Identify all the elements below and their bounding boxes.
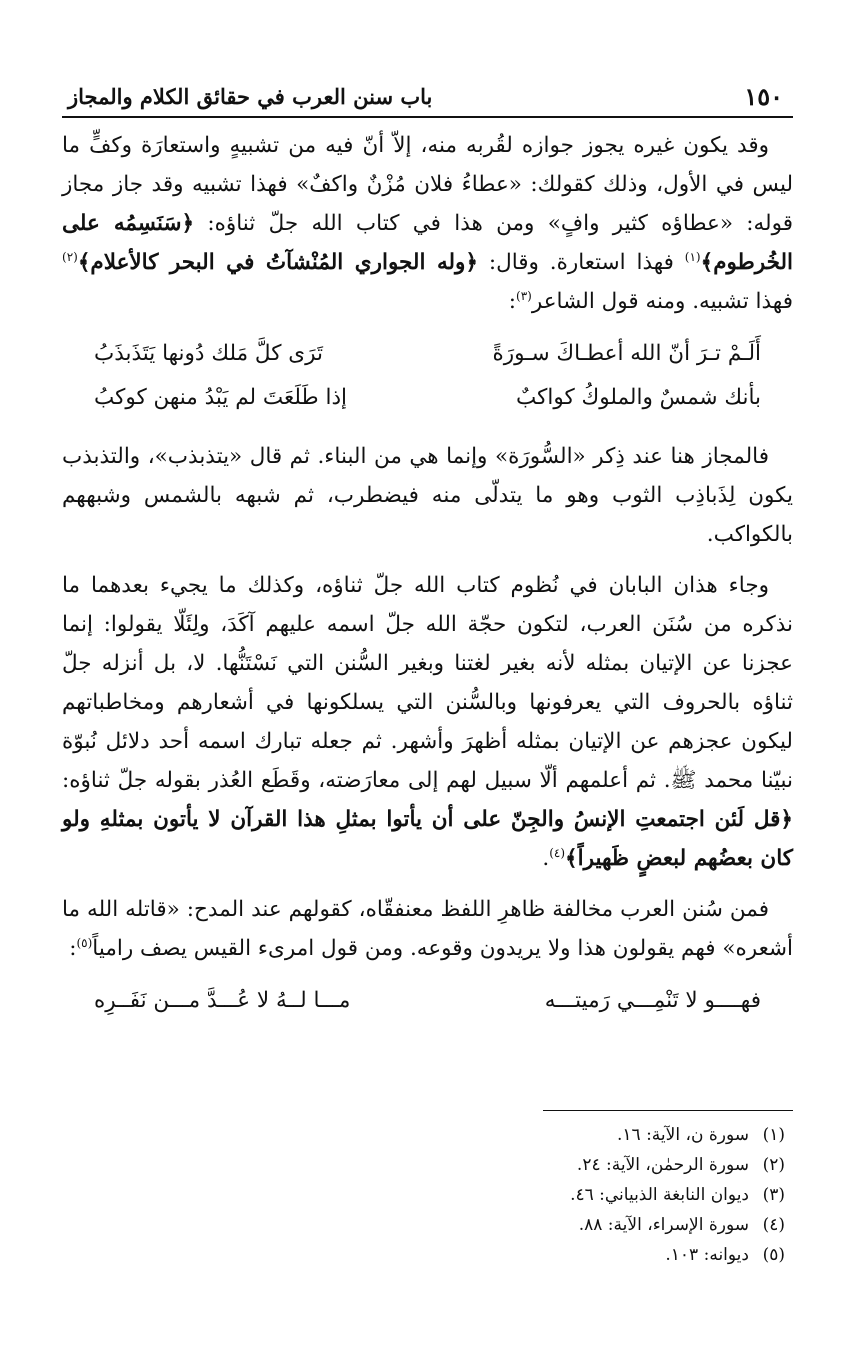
footnote-ref: (٢) [62,249,78,264]
quran-quote: ﴿قل لَئن اجتمعتِ الإنسُ والجِنّ على أن يأتوا بمثلِ هذا القرآن لا يأتون بمثلهِ ولو كان بعضُهم لبعضٍ ظَهيراً﴾ [62,807,793,871]
footnote-text: سورة ن، الآية: ١٦. [617,1125,749,1145]
footnote-ref: (٤) [549,845,566,860]
footnote-ref: (٥) [76,935,93,950]
footnote-text: ديوان النابغة الذبياني: ٤٦. [570,1185,749,1205]
footnote-number: (٥) [762,1245,785,1265]
poem-verses [62,980,793,1022]
quran-quote: ﴿سَنَسِمُه على الخُرطوم﴾ [62,211,794,275]
verse-hemistich: أَلَـمْ تـرَ أنّ الله أعطـاكَ سـورَةً [492,341,761,366]
verse-hemistich: تَرَى كلَّ مَلك دُونها يَتَذَبذَبُ [94,341,323,366]
paragraph-1 [62,126,793,321]
verse-hemistich: فهــــو لا تَنْمِـــي رَميتـــه [544,988,761,1013]
paragraph-text: وجاء هذان البابان في نُظوم كتاب الله جلّ ثناؤه، وكذلك ما يجيء بعدهما ما نذكره من سُنَن العرب، لتكون حجّة الله جلّ اسمه عليهم آكَدَ، ولِئَلّا يقولوا: إنما عجزنا عن الإتيان بمثله لأنه بغير لغتنا وبغير السُّنن التي نَسْتَنُّها. لا، بل أنزله جلّ ثناؤه بالحروف التي يعرفونها وبالسُّنن التي يسلكونها في أشعارهم ومخاطباتهم ليكون عجزهم عن الإتيان بمثله أظهرَ وأشهر. ثم جعله تبارك اسمه أحد دلائل نُبوّة نبيّنا محمد ﷺ. ثم أعلمهم ألّا سبيل لهم إلى معارَضته، وقَطَع العُذر بقوله جلّ ثناؤه: [62,573,793,793]
footnote-ref: (١) [684,249,701,264]
footnote [62,1120,785,1150]
paragraph-text: فهذا استعارة. وقال: [478,250,685,275]
body-text [62,126,793,1040]
verse-line [62,333,793,375]
quran-quote: ﴿وله الجواري المُنْشآتُ في البحر كالأعلام﴾ [77,250,479,275]
paragraph-text: : [69,936,77,961]
footnote-text: سورة الرحمٰن، الآية: ٢٤. [576,1155,749,1175]
footnote [62,1180,785,1210]
footnote-number: (١) [762,1125,785,1145]
verse-hemistich: مـــا لــهُ لا عُـــدَّ مـــن نَفَــرِه [94,988,351,1013]
paragraph-text: فهذا تشبيه. ومنه قول الشاعر [531,289,793,314]
footnote-number: (٢) [762,1155,785,1175]
page-number: ١٥٠ [744,82,783,111]
footnote [62,1210,785,1240]
paragraph-text: وقد يكون غيره يجوز جوازه لقُربه منه، إلاّ أنّ فيه من تشبيهٍ واستعارَة وكفٍّ ما ليس في الأول، وذلك كقولك: «عطاءُ فلان مُزْنٌ واكفٌ» فهذا تشبيه وقد جاز مجاز قوله: «عطاؤه كثير وافٍ» ومن هذا في كتاب الله جلّ ثناؤه: [62,133,793,236]
paragraph-text: : [508,289,517,314]
verse-line [62,980,793,1022]
paragraph-text: فمن سُنن العرب مخالفة ظاهرِ اللفظ معنفقّاه، كقولهم عند المدح: «قاتله الله ما أشعره» فهم يقولون هذا ولا يريدون وقوعه. ومن قول امرىء القيس يصف رامياً [62,897,793,961]
running-title: باب سنن العرب في حقائق الكلام والمجاز [68,84,433,109]
footnote-number: (٣) [762,1185,785,1205]
footnotes [62,1120,785,1270]
page-header [62,78,793,118]
paragraph-text: . [542,846,550,871]
footnote-divider [543,1110,793,1111]
footnote-text: ديوانه: ١٠٣. [665,1245,749,1265]
footnote-text: سورة الإسراء، الآية: ٨٨. [578,1215,749,1235]
paragraph-2: فالمجاز هنا عند ذِكر «السُّورَة» وإنما هي من البناء. ثم قال «يتذبذب»، والتذبذب يكون لِذَباذِب الثوب وهو ما يتدلّى منه فيضطرب، ثم شبهه بالشمس وشبههم بالكواكب. [62,444,793,547]
verse-hemistich: بأنك شمسٌ والملوكُ كواكبٌ [516,385,761,410]
verse-line [62,377,793,419]
paragraph-4 [62,890,793,968]
paragraph-3 [62,566,793,878]
footnote [62,1240,785,1270]
footnote-ref: (٣) [516,288,532,303]
footnote [62,1150,785,1180]
poem-verses [62,333,793,419]
verse-hemistich: إذا طَلَعَتَ لم يَبْدُ منهن كوكبُ [94,385,347,410]
footnote-number: (٤) [762,1215,785,1235]
